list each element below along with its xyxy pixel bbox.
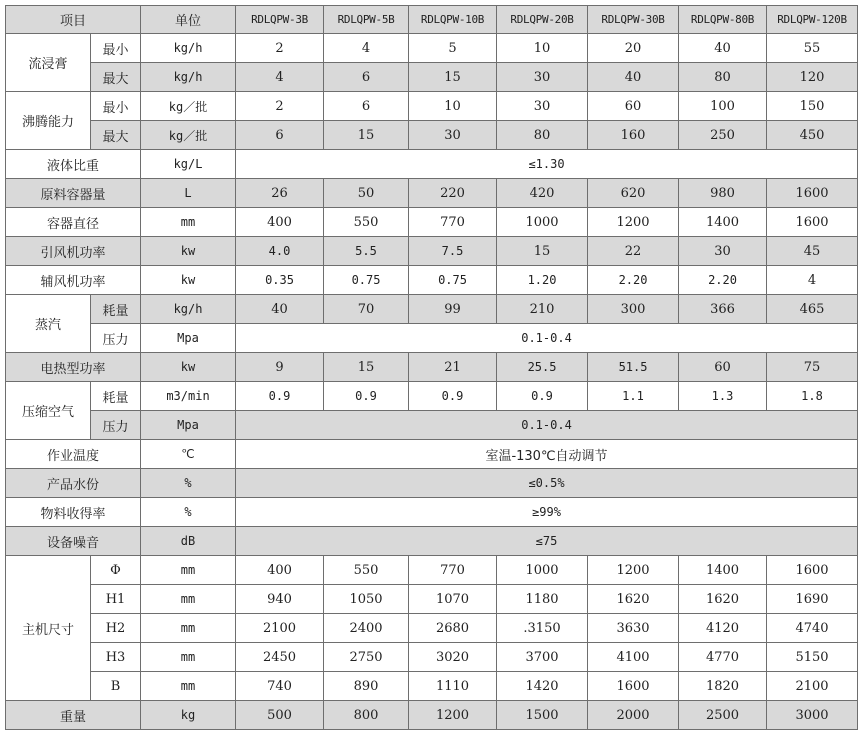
value-cell: 1050 [324,585,409,614]
value-cell: 45 [767,237,858,266]
value-cell: 51.5 [588,353,679,382]
unit-cell: Mpa [141,324,236,353]
value-cell: 0.9 [409,382,497,411]
row-label-liquid-density: 液体比重 [6,150,141,179]
value-cell: 550 [324,556,409,585]
header-model: RDLQPW-120B [767,6,858,34]
header-unit: 单位 [141,6,236,34]
value-cell: 1.1 [588,382,679,411]
value-cell: 2000 [588,701,679,730]
value-cell: 3700 [497,643,588,672]
table-row [6,382,858,411]
value-cell: 5150 [767,643,858,672]
table-row [6,179,858,208]
value-cell: 4100 [588,643,679,672]
header-model: RDLQPW-20B [497,6,588,34]
merged-value-cell: ≥99% [236,498,858,527]
sub-label: 最小 [91,34,141,63]
merged-value-cell: 0.1-0.4 [236,324,858,353]
value-cell: 1.20 [497,266,588,295]
merged-value-cell: ≤75 [236,527,858,556]
row-label-flow-extract: 流浸膏 [6,34,91,92]
value-cell: 30 [497,92,588,121]
unit-cell: kw [141,237,236,266]
value-cell: 300 [588,295,679,324]
table-row [6,469,858,498]
table-row [6,208,858,237]
table-row [6,295,858,324]
unit-cell: mm [141,208,236,237]
value-cell: 6 [324,92,409,121]
unit-cell: m3/min [141,382,236,411]
unit-cell: kg／批 [141,92,236,121]
unit-cell: Mpa [141,411,236,440]
value-cell: 30 [679,237,767,266]
table-row [6,614,858,643]
value-cell: 2500 [679,701,767,730]
value-cell: 210 [497,295,588,324]
value-cell: 4 [236,63,324,92]
value-cell: 420 [497,179,588,208]
value-cell: 120 [767,63,858,92]
value-cell: 40 [236,295,324,324]
table-row [6,353,858,382]
value-cell: 1000 [497,208,588,237]
unit-cell: mm [141,614,236,643]
row-label-electric-heating: 电热型功率 [6,353,141,382]
sub-label: 最大 [91,121,141,150]
value-cell: 980 [679,179,767,208]
value-cell: 30 [409,121,497,150]
merged-value-cell: 0.1-0.4 [236,411,858,440]
value-cell: 20 [588,34,679,63]
row-label-aux-fan: 辅风机功率 [6,266,141,295]
header-row [6,6,858,34]
value-cell: 1690 [767,585,858,614]
header-model: RDLQPW-30B [588,6,679,34]
value-cell: 6 [324,63,409,92]
value-cell: 60 [679,353,767,382]
sub-label: 耗量 [91,382,141,411]
table-row [6,34,858,63]
merged-value-cell: 室温-130℃自动调节 [236,440,858,469]
value-cell: 0.75 [409,266,497,295]
sub-label: 最大 [91,63,141,92]
value-cell: 50 [324,179,409,208]
row-label-moisture: 产品水份 [6,469,141,498]
value-cell: 70 [324,295,409,324]
value-cell: 2 [236,34,324,63]
unit-cell: mm [141,672,236,701]
table-row [6,585,858,614]
unit-cell: kw [141,266,236,295]
value-cell: 1400 [679,208,767,237]
value-cell: 1200 [409,701,497,730]
value-cell: 21 [409,353,497,382]
value-cell: 40 [679,34,767,63]
value-cell: 2400 [324,614,409,643]
row-label-dimensions: 主机尺寸 [6,556,91,701]
sub-label: H3 [91,643,141,672]
value-cell: 1.3 [679,382,767,411]
row-label-weight: 重量 [6,701,141,730]
value-cell: 160 [588,121,679,150]
row-label-boiling: 沸腾能力 [6,92,91,150]
sub-label: H1 [91,585,141,614]
value-cell: 0.9 [324,382,409,411]
value-cell: 1600 [767,179,858,208]
value-cell: 22 [588,237,679,266]
row-label-container-volume: 原料容器量 [6,179,141,208]
value-cell: 1180 [497,585,588,614]
value-cell: 400 [236,556,324,585]
value-cell: 30 [497,63,588,92]
row-label-container-diameter: 容器直径 [6,208,141,237]
table-row [6,237,858,266]
sub-label: B [91,672,141,701]
value-cell: 1500 [497,701,588,730]
value-cell: 1.8 [767,382,858,411]
value-cell: 15 [497,237,588,266]
table-row [6,527,858,556]
value-cell: 2.20 [679,266,767,295]
value-cell: 800 [324,701,409,730]
value-cell: 3000 [767,701,858,730]
value-cell: 1420 [497,672,588,701]
table-row [6,63,858,92]
header-item: 项目 [6,6,141,34]
value-cell: 7.5 [409,237,497,266]
value-cell: 2100 [767,672,858,701]
value-cell: 1820 [679,672,767,701]
row-label-yield: 物料收得率 [6,498,141,527]
value-cell: 5 [409,34,497,63]
value-cell: 1600 [767,208,858,237]
table-row [6,498,858,527]
value-cell: 40 [588,63,679,92]
value-cell: 0.75 [324,266,409,295]
value-cell: 4 [324,34,409,63]
value-cell: 2 [236,92,324,121]
table-row [6,150,858,179]
value-cell: 1110 [409,672,497,701]
merged-value-cell: ≤1.30 [236,150,858,179]
value-cell: 250 [679,121,767,150]
value-cell: 0.9 [236,382,324,411]
value-cell: 620 [588,179,679,208]
table-row [6,440,858,469]
value-cell: 10 [409,92,497,121]
unit-cell: mm [141,556,236,585]
value-cell: 100 [679,92,767,121]
value-cell: 220 [409,179,497,208]
unit-cell: kg [141,701,236,730]
table-row [6,92,858,121]
value-cell: 60 [588,92,679,121]
table-row [6,121,858,150]
header-model: RDLQPW-3B [236,6,324,34]
value-cell: 1600 [588,672,679,701]
value-cell: 80 [679,63,767,92]
value-cell: 25.5 [497,353,588,382]
value-cell: 2680 [409,614,497,643]
unit-cell: ℃ [141,440,236,469]
value-cell: 550 [324,208,409,237]
value-cell: 26 [236,179,324,208]
table-row [6,701,858,730]
table-row [6,324,858,353]
unit-cell: kg/L [141,150,236,179]
value-cell: 940 [236,585,324,614]
value-cell: 3020 [409,643,497,672]
value-cell: 1070 [409,585,497,614]
value-cell: 465 [767,295,858,324]
table-row [6,411,858,440]
sub-label: 压力 [91,324,141,353]
value-cell: 366 [679,295,767,324]
row-label-compressed-air: 压缩空气 [6,382,91,440]
value-cell: 1400 [679,556,767,585]
value-cell: 4 [767,266,858,295]
value-cell: 770 [409,208,497,237]
value-cell: 2450 [236,643,324,672]
value-cell: 740 [236,672,324,701]
row-label-operating-temp: 作业温度 [6,440,141,469]
header-model: RDLQPW-5B [324,6,409,34]
value-cell: 15 [324,353,409,382]
merged-value-cell: ≤0.5% [236,469,858,498]
unit-cell: kg/h [141,295,236,324]
value-cell: 770 [409,556,497,585]
unit-cell: % [141,498,236,527]
value-cell: 5.5 [324,237,409,266]
unit-cell: kg/h [141,63,236,92]
value-cell: 55 [767,34,858,63]
value-cell: 150 [767,92,858,121]
value-cell: 500 [236,701,324,730]
value-cell: 0.9 [497,382,588,411]
value-cell: .3150 [497,614,588,643]
value-cell: 1200 [588,556,679,585]
unit-cell: mm [141,585,236,614]
unit-cell: kg/h [141,34,236,63]
value-cell: 80 [497,121,588,150]
table-row [6,672,858,701]
value-cell: 450 [767,121,858,150]
sub-label: Φ [91,556,141,585]
row-label-steam: 蒸汽 [6,295,91,353]
value-cell: 15 [409,63,497,92]
value-cell: 9 [236,353,324,382]
value-cell: 3630 [588,614,679,643]
row-label-noise: 设备噪音 [6,527,141,556]
spec-table [5,5,858,730]
table-row [6,643,858,672]
value-cell: 890 [324,672,409,701]
unit-cell: mm [141,643,236,672]
value-cell: 4120 [679,614,767,643]
unit-cell: L [141,179,236,208]
value-cell: 75 [767,353,858,382]
value-cell: 6 [236,121,324,150]
value-cell: 400 [236,208,324,237]
value-cell: 1000 [497,556,588,585]
unit-cell: kw [141,353,236,382]
sub-label: 最小 [91,92,141,121]
value-cell: 1200 [588,208,679,237]
unit-cell: kg／批 [141,121,236,150]
unit-cell: dB [141,527,236,556]
value-cell: 1620 [679,585,767,614]
header-model: RDLQPW-10B [409,6,497,34]
value-cell: 15 [324,121,409,150]
value-cell: 99 [409,295,497,324]
value-cell: 2.20 [588,266,679,295]
value-cell: 4770 [679,643,767,672]
table-row [6,266,858,295]
value-cell: 2750 [324,643,409,672]
value-cell: 1620 [588,585,679,614]
value-cell: 4740 [767,614,858,643]
table-row [6,556,858,585]
value-cell: 4.0 [236,237,324,266]
row-label-induced-fan: 引风机功率 [6,237,141,266]
sub-label: 耗量 [91,295,141,324]
sub-label: 压力 [91,411,141,440]
value-cell: 1600 [767,556,858,585]
unit-cell: % [141,469,236,498]
header-model: RDLQPW-80B [679,6,767,34]
value-cell: 0.35 [236,266,324,295]
sub-label: H2 [91,614,141,643]
value-cell: 10 [497,34,588,63]
value-cell: 2100 [236,614,324,643]
